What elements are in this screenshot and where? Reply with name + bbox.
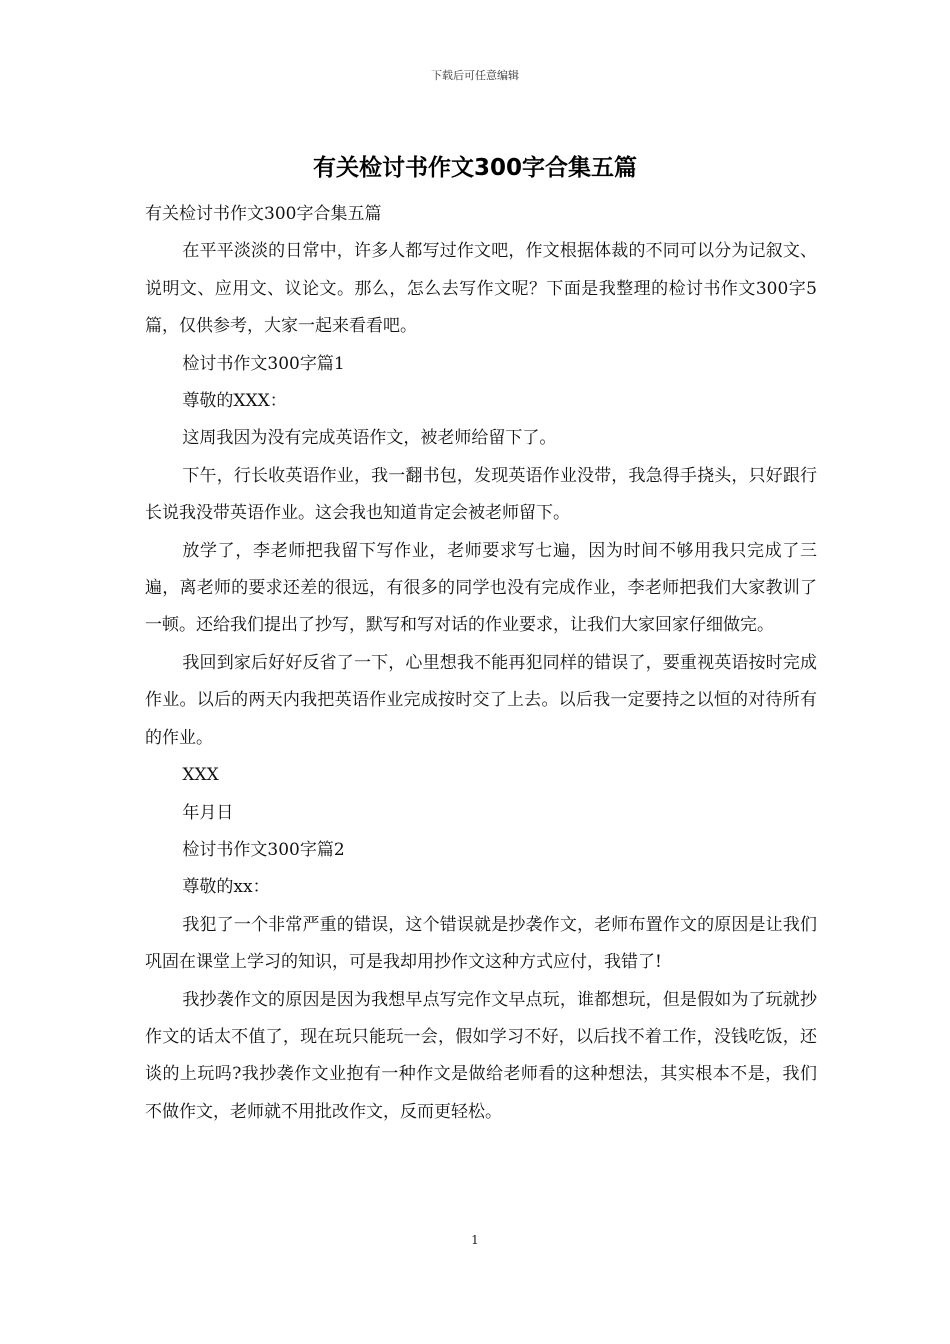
document-body <box>145 196 817 1131</box>
section-heading-2: 检讨书作文300字篇2 <box>182 839 345 860</box>
body-paragraph: 这周我因为没有完成英语作文，被老师给留下了。 <box>182 428 557 449</box>
body-paragraph: 我犯了一个非常严重的错误，这个错误就是抄袭作文，老师布置作文的原因是让我们巩固在课堂上学习的知识，可是我却用抄作文这种方式应付，我错了! <box>145 914 817 973</box>
body-paragraph: 我回到家后好好反省了一下，心里想我不能再犯同样的错误了，要重视英语按时完成作业。以后的两天内我把英语作业完成按时交了上去。以后我一定要持之以恒的对待所有的作业。 <box>145 652 817 748</box>
document-title: 有关检讨书作文300字合集五篇 <box>312 155 637 181</box>
body-paragraph: 放学了，李老师把我留下写作业，老师要求写七遍，因为时间不够用我只完成了三遍，离老师的要求还差的很远，有很多的同学也没有完成作业，李老师把我们大家教训了一顿。还给我们提出了抄写，默写和写对话的作业要求，让我们大家回家仔细做完。 <box>145 540 817 636</box>
intro-paragraph: 在平平淡淡的日常中，许多人都写过作文吧，作文根据体裁的不同可以分为记叙文、说明文、应用文、议论文。那么，怎么去写作文呢？下面是我整理的检讨书作文300字5篇，仅供参考，大家一起来看看吧。 <box>145 241 817 337</box>
page-number: 1 <box>471 1233 479 1247</box>
salutation-2: 尊敬的xx： <box>182 877 270 898</box>
body-paragraph: 我抄袭作文的原因是因为我想早点写完作文早点玩，谁都想玩，但是假如为了玩就抄作文的话太不值了，现在玩只能玩一会，假如学习不好，以后找不着工作，没钱吃饭，还谈的上玩吗?我抄袭作文业抱有一种作文是做给老师看的这种想法，其实根本不是，我们不做作文，老师就不用批改作文，反而更轻松。 <box>145 989 817 1122</box>
header-note: 下载后可任意编辑 <box>431 69 519 82</box>
body-paragraph: 下午，行长收英语作业，我一翻书包，发现英语作业没带，我急得手挠头，只好跟行长说我没带英语作业。这会我也知道肯定会被老师留下。 <box>145 465 817 524</box>
subtitle-paragraph: 有关检讨书作文300字合集五篇 <box>145 204 382 224</box>
signature: XXX <box>182 765 219 786</box>
salutation-1: 尊敬的XXX： <box>182 391 287 412</box>
section-heading-1: 检讨书作文300字篇1 <box>182 353 345 374</box>
date-line: 年月日 <box>182 802 234 823</box>
